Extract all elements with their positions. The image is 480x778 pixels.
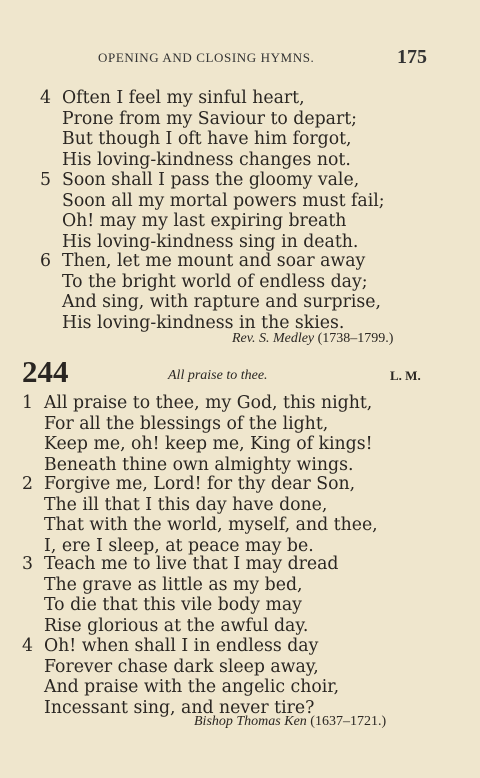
verse-line: All praise to thee, my God, this night, xyxy=(44,393,373,413)
verse-line: Forgive me, Lord! for thy dear Son, xyxy=(44,474,356,494)
verse-number: 3 xyxy=(22,554,33,574)
verse-line: To die that this vile body may xyxy=(44,595,302,615)
verse-number: 4 xyxy=(40,88,51,108)
verse-line: Incessant sing, and never tire? xyxy=(44,697,315,718)
hymn-244-verse-3 xyxy=(22,554,339,636)
verse-line: Beneath thine own almighty wings. xyxy=(44,454,354,475)
verse-line: And praise with the angelic choir, xyxy=(44,677,340,697)
verse-line: Oh! may my last expiring breath xyxy=(62,211,347,231)
verse-line: Often I feel my sinful heart, xyxy=(62,88,305,108)
verse-line: His loving-kindness sing in death. xyxy=(62,231,359,252)
verse-line: To the bright world of endless day; xyxy=(62,271,368,292)
hymn-title: All praise to thee. xyxy=(168,368,268,383)
prev-hymn-verse-4 xyxy=(40,88,357,170)
author-dates: (1637–1721.) xyxy=(310,714,387,729)
verse-line: Soon shall I pass the gloomy vale, xyxy=(62,170,360,190)
prev-hymn-verse-5 xyxy=(40,170,385,252)
verse-line: Soon all my mortal powers must fail; xyxy=(62,190,385,211)
verse-line: I, ere I sleep, at peace may be. xyxy=(44,535,314,556)
verse-line: Rise glorious at the awful day. xyxy=(44,615,309,636)
hymn-number: 244 xyxy=(22,354,69,389)
hymn-244-verse-1 xyxy=(22,393,373,475)
author-dates: (1738–1799.) xyxy=(317,331,394,346)
hymn-244-verse-2 xyxy=(22,474,378,556)
verse-line: His loving-kindness in the skies. xyxy=(62,312,345,333)
hymn-meter: L. M. xyxy=(390,368,421,383)
running-head: OPENING AND CLOSING HYMNS. xyxy=(98,50,315,65)
verse-line: But though I oft have him forgot, xyxy=(62,129,352,149)
author-name: Rev. S. Medley xyxy=(232,331,315,346)
hymn-244-attribution xyxy=(194,714,386,730)
verse-number: 1 xyxy=(22,393,33,413)
verse-line: The ill that I this day have done, xyxy=(44,494,328,515)
verse-line: For all the blessings of the light, xyxy=(44,413,329,434)
verse-line: And sing, with rapture and surprise, xyxy=(62,292,381,312)
verse-line: Teach me to live that I may dread xyxy=(44,554,339,574)
page-number: 175 xyxy=(397,46,427,68)
prev-hymn-attribution xyxy=(232,331,393,347)
verse-number: 6 xyxy=(40,251,51,271)
verse-line: His loving-kindness changes not. xyxy=(62,149,351,170)
verse-line: Oh! when shall I in endless day xyxy=(44,636,319,656)
hymn-244-verse-4 xyxy=(22,636,339,718)
verse-number: 2 xyxy=(22,474,33,494)
verse-line: The grave as little as my bed, xyxy=(44,574,303,595)
verse-line: Forever chase dark sleep away, xyxy=(44,656,319,677)
verse-line: Keep me, oh! keep me, King of kings! xyxy=(44,434,373,454)
prev-hymn-verse-6 xyxy=(40,251,381,333)
verse-number: 5 xyxy=(40,170,51,190)
verse-line: That with the world, myself, and thee, xyxy=(44,515,378,535)
author-name: Bishop Thomas Ken xyxy=(194,714,307,729)
verse-line: Then, let me mount and soar away xyxy=(62,251,366,271)
verse-line: Prone from my Saviour to depart; xyxy=(62,108,357,129)
verse-number: 4 xyxy=(22,636,33,656)
